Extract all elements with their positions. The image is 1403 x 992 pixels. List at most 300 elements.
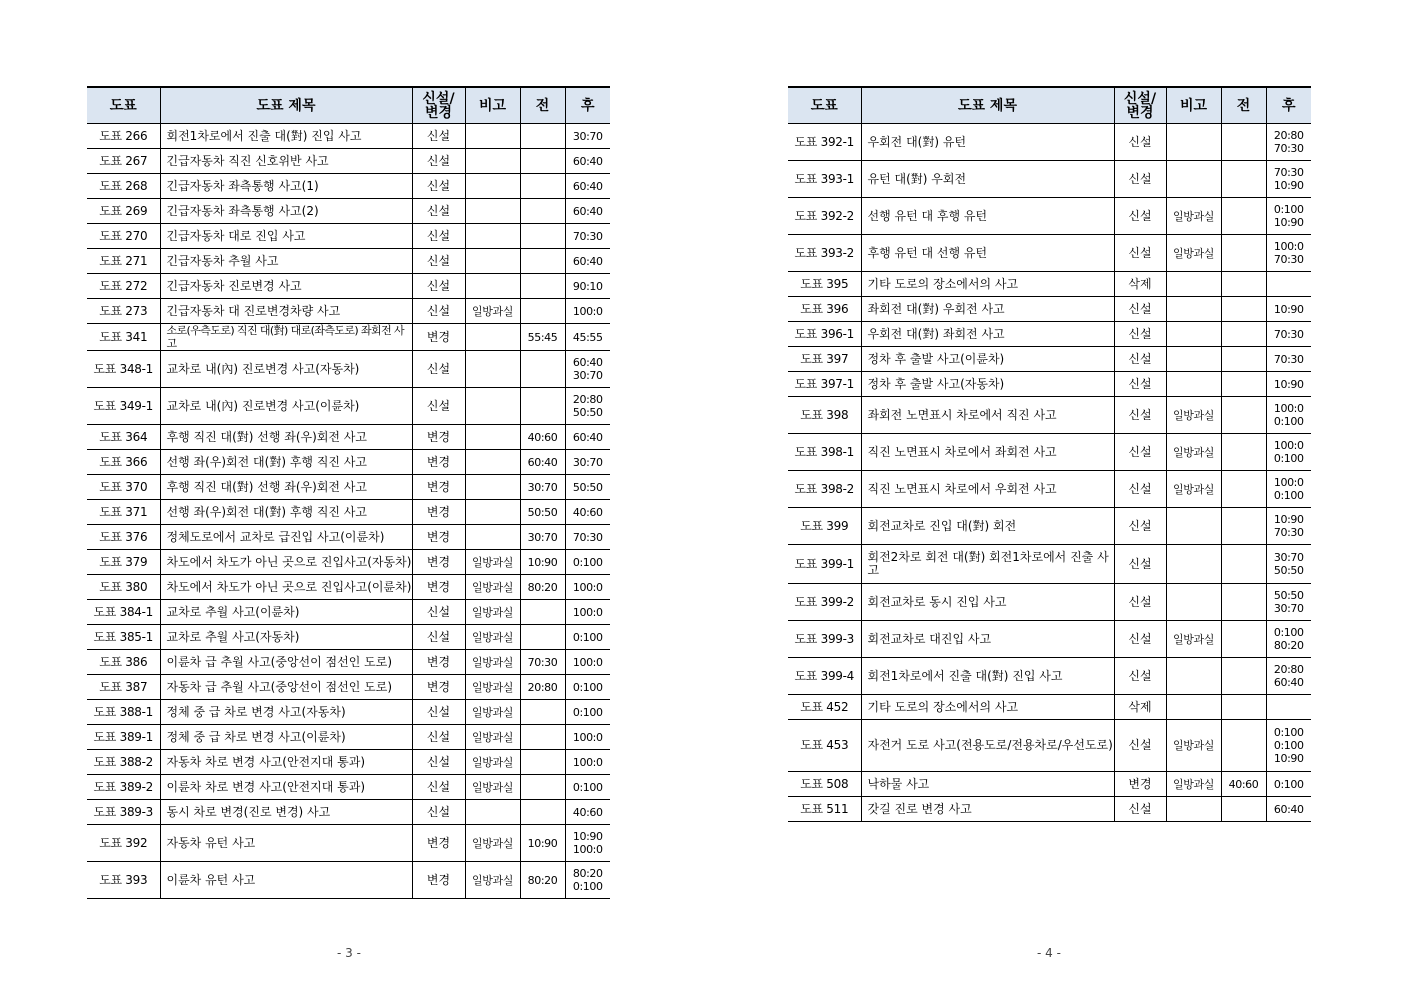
change-type: 변경 xyxy=(412,862,465,899)
change-type: 신설 xyxy=(1114,198,1166,235)
change-type: 신설 xyxy=(412,299,465,324)
ratio-after xyxy=(565,224,610,249)
ratio-after xyxy=(565,425,610,450)
ratio-after xyxy=(565,600,610,625)
chart-title: 후행 직진 대(對) 선행 좌(우)회전 사고 xyxy=(160,475,412,500)
remark: 일방과실 xyxy=(1166,720,1221,772)
ratio-before: 10:90 xyxy=(520,550,565,575)
chart-id: 도표 511 xyxy=(788,797,861,822)
table-row xyxy=(87,600,610,625)
ratio-after xyxy=(565,149,610,174)
chart-title: 정체도로에서 교차로 급진입 사고(이륜차) xyxy=(160,525,412,550)
change-type: 신설 xyxy=(412,388,465,425)
chart-title: 갓길 진로 변경 사고 xyxy=(861,797,1114,822)
header-before: 전 xyxy=(1221,87,1266,124)
chart-title: 긴급자동차 추월 사고 xyxy=(160,249,412,274)
ratio-after-value: 0:100 xyxy=(572,705,603,719)
table-row xyxy=(87,862,610,899)
table-row xyxy=(87,550,610,575)
table-header-row xyxy=(788,87,1311,124)
chart-id: 도표 399-1 xyxy=(788,545,861,584)
remark xyxy=(1166,272,1221,297)
ratio-after-value: 0:100 xyxy=(1273,415,1304,428)
table-row xyxy=(87,575,610,600)
chart-title: 이륜차 유턴 사고 xyxy=(160,862,412,899)
change-type: 삭제 xyxy=(1114,695,1166,720)
chart-id: 도표 452 xyxy=(788,695,861,720)
remark xyxy=(465,525,520,550)
chart-id: 도표 393 xyxy=(87,862,160,899)
table-row xyxy=(87,224,610,249)
ratio-after-value: 60:40 xyxy=(572,204,603,218)
change-type: 신설 xyxy=(412,149,465,174)
chart-title: 정체 중 급 차로 변경 사고(자동차) xyxy=(160,700,412,725)
chart-title: 회전교차로 진입 대(對) 회전 xyxy=(861,508,1114,545)
ratio-before xyxy=(520,174,565,199)
ratio-after-value: 30:70 xyxy=(572,129,603,143)
table-row xyxy=(87,425,610,450)
ratio-before xyxy=(1221,720,1266,772)
ratio-after-value: 70:30 xyxy=(1273,526,1304,539)
ratio-after xyxy=(1266,471,1311,508)
remark: 일방과실 xyxy=(1166,235,1221,272)
chart-title: 이륜차 급 추월 사고(중앙선이 점선인 도로) xyxy=(160,650,412,675)
ratio-after xyxy=(565,174,610,199)
chart-id: 도표 387 xyxy=(87,675,160,700)
chart-title: 회전1차로에서 진출 대(對) 진입 사고 xyxy=(160,124,412,149)
table-row xyxy=(87,675,610,700)
ratio-after-value: 100:0 xyxy=(572,605,603,619)
ratio-after xyxy=(565,750,610,775)
chart-id: 도표 393-1 xyxy=(788,161,861,198)
ratio-before xyxy=(1221,471,1266,508)
ratio-after-value: 20:80 xyxy=(1273,663,1304,676)
remark: 일방과실 xyxy=(465,775,520,800)
ratio-after xyxy=(565,550,610,575)
chart-id: 도표 397-1 xyxy=(788,372,861,397)
chart-title: 선행 유턴 대 후행 유턴 xyxy=(861,198,1114,235)
chart-title: 좌회전 노면표시 차로에서 직진 사고 xyxy=(861,397,1114,434)
remark: 일방과실 xyxy=(465,675,520,700)
remark xyxy=(465,149,520,174)
chart-id: 도표 389-3 xyxy=(87,800,160,825)
chart-title: 우회전 대(對) 좌회전 사고 xyxy=(861,322,1114,347)
chart-title: 회전교차로 대진입 사고 xyxy=(861,621,1114,658)
chart-title: 교차로 추월 사고(이륜차) xyxy=(160,600,412,625)
ratio-after-value: 50:50 xyxy=(572,480,603,494)
ratio-after-value: 100:0 xyxy=(1273,439,1304,452)
header-title: 도표 제목 xyxy=(160,87,412,124)
table-row xyxy=(87,800,610,825)
header-id: 도표 xyxy=(788,87,861,124)
accident-chart-table-right xyxy=(788,86,1311,822)
chart-id: 도표 266 xyxy=(87,124,160,149)
ratio-after xyxy=(1266,347,1311,372)
table-row xyxy=(788,372,1311,397)
change-type: 변경 xyxy=(412,825,465,862)
ratio-after-value: 0:100 xyxy=(572,880,603,893)
table-row xyxy=(87,324,610,351)
ratio-after-value: 60:40 xyxy=(572,154,603,168)
remark: 일방과실 xyxy=(1166,772,1221,797)
chart-id: 도표 398-2 xyxy=(788,471,861,508)
chart-id: 도표 395 xyxy=(788,272,861,297)
chart-id: 도표 389-1 xyxy=(87,725,160,750)
ratio-after xyxy=(565,575,610,600)
chart-title: 긴급자동차 좌측통행 사고(1) xyxy=(160,174,412,199)
page-number-right: - 4 - xyxy=(1037,946,1061,960)
ratio-after xyxy=(565,475,610,500)
chart-title: 회전1차로에서 진출 대(對) 진입 사고 xyxy=(861,658,1114,695)
ratio-after xyxy=(1266,772,1311,797)
ratio-after-value: 60:40 xyxy=(572,254,603,268)
ratio-before xyxy=(520,274,565,299)
change-type: 신설 xyxy=(412,274,465,299)
ratio-after xyxy=(565,299,610,324)
table-row xyxy=(87,775,610,800)
ratio-after xyxy=(565,450,610,475)
table-row xyxy=(788,621,1311,658)
table-row xyxy=(87,299,610,324)
chart-title: 유턴 대(對) 우회전 xyxy=(861,161,1114,198)
ratio-after-value: 70:30 xyxy=(1273,352,1304,366)
ratio-after-value: 60:40 xyxy=(572,430,603,444)
chart-id: 도표 349-1 xyxy=(87,388,160,425)
remark: 일방과실 xyxy=(1166,397,1221,434)
chart-title: 기타 도로의 장소에서의 사고 xyxy=(861,272,1114,297)
chart-title: 차도에서 차도가 아닌 곳으로 진입사고(자동차) xyxy=(160,550,412,575)
ratio-after xyxy=(1266,434,1311,471)
remark: 일방과실 xyxy=(1166,198,1221,235)
change-type: 변경 xyxy=(1114,772,1166,797)
ratio-after-value: 10:90 xyxy=(1273,752,1304,765)
table-row xyxy=(87,650,610,675)
table-row xyxy=(788,397,1311,434)
table-row xyxy=(788,695,1311,720)
ratio-before xyxy=(1221,235,1266,272)
change-type: 신설 xyxy=(412,600,465,625)
ratio-after xyxy=(1266,508,1311,545)
change-type: 신설 xyxy=(1114,471,1166,508)
chart-title: 동시 차로 변경(진로 변경) 사고 xyxy=(160,800,412,825)
table-row xyxy=(87,388,610,425)
chart-id: 도표 371 xyxy=(87,500,160,525)
chart-id: 도표 388-1 xyxy=(87,700,160,725)
ratio-after-value: 10:90 xyxy=(1273,179,1304,192)
remark xyxy=(1166,508,1221,545)
table-row xyxy=(87,249,610,274)
table-row xyxy=(87,149,610,174)
table-row xyxy=(788,124,1311,161)
change-type: 변경 xyxy=(412,450,465,475)
page-number-left: - 3 - xyxy=(337,946,361,960)
remark xyxy=(465,274,520,299)
change-type: 신설 xyxy=(1114,545,1166,584)
remark: 일방과실 xyxy=(1166,434,1221,471)
header-note: 비고 xyxy=(465,87,520,124)
chart-id: 도표 271 xyxy=(87,249,160,274)
table-row xyxy=(87,825,610,862)
change-type: 신설 xyxy=(412,224,465,249)
table-row xyxy=(788,584,1311,621)
chart-id: 도표 348-1 xyxy=(87,351,160,388)
remark xyxy=(1166,584,1221,621)
ratio-before xyxy=(1221,124,1266,161)
chart-id: 도표 366 xyxy=(87,450,160,475)
header-after: 후 xyxy=(565,87,610,124)
ratio-before xyxy=(520,725,565,750)
ratio-before xyxy=(1221,508,1266,545)
ratio-after xyxy=(1266,322,1311,347)
ratio-after-value: 0:100 xyxy=(572,555,603,569)
table-body-left xyxy=(87,124,610,899)
change-type: 신설 xyxy=(1114,797,1166,822)
change-type: 신설 xyxy=(1114,235,1166,272)
ratio-after-value: 20:80 xyxy=(1273,129,1304,142)
ratio-after-value: 0:100 xyxy=(572,780,603,794)
chart-title: 낙하물 사고 xyxy=(861,772,1114,797)
change-type: 삭제 xyxy=(1114,272,1166,297)
ratio-after-value: 100:0 xyxy=(1273,402,1304,415)
change-type: 변경 xyxy=(412,324,465,351)
table-row xyxy=(788,797,1311,822)
remark: 일방과실 xyxy=(1166,621,1221,658)
change-type: 신설 xyxy=(1114,124,1166,161)
ratio-after-value: 0:100 xyxy=(1273,489,1304,502)
table-row xyxy=(788,434,1311,471)
remark xyxy=(1166,545,1221,584)
ratio-after xyxy=(1266,658,1311,695)
remark xyxy=(465,124,520,149)
chart-id: 도표 389-2 xyxy=(87,775,160,800)
table-row xyxy=(788,198,1311,235)
ratio-after xyxy=(565,625,610,650)
ratio-after-value: 0:100 xyxy=(1273,203,1304,216)
chart-id: 도표 396 xyxy=(788,297,861,322)
chart-title: 우회전 대(對) 유턴 xyxy=(861,124,1114,161)
ratio-after-value: 70:30 xyxy=(1273,253,1304,266)
page-right xyxy=(788,86,1311,822)
ratio-after-value: 0:100 xyxy=(1273,739,1304,752)
chart-title: 자동차 차로 변경 사고(안전지대 통과) xyxy=(160,750,412,775)
ratio-before: 30:70 xyxy=(520,525,565,550)
chart-id: 도표 270 xyxy=(87,224,160,249)
ratio-before xyxy=(1221,322,1266,347)
change-type: 신설 xyxy=(1114,372,1166,397)
ratio-before xyxy=(520,800,565,825)
change-type: 신설 xyxy=(1114,584,1166,621)
change-type: 신설 xyxy=(1114,508,1166,545)
chart-id: 도표 384-1 xyxy=(87,600,160,625)
ratio-after-value: 100:0 xyxy=(572,304,603,318)
chart-title: 긴급자동차 직진 신호위반 사고 xyxy=(160,149,412,174)
chart-title: 긴급자동차 대로 진입 사고 xyxy=(160,224,412,249)
ratio-before xyxy=(1221,397,1266,434)
chart-title: 직진 노면표시 차로에서 우회전 사고 xyxy=(861,471,1114,508)
change-type: 변경 xyxy=(412,650,465,675)
change-type: 신설 xyxy=(412,775,465,800)
change-type: 신설 xyxy=(1114,658,1166,695)
remark: 일방과실 xyxy=(465,725,520,750)
ratio-after-value: 0:100 xyxy=(572,680,603,694)
ratio-after xyxy=(565,675,610,700)
remark xyxy=(465,351,520,388)
change-type: 신설 xyxy=(1114,161,1166,198)
chart-id: 도표 392-1 xyxy=(788,124,861,161)
ratio-after xyxy=(565,249,610,274)
ratio-before xyxy=(520,625,565,650)
change-type: 신설 xyxy=(412,625,465,650)
chart-title: 후행 직진 대(對) 선행 좌(우)회전 사고 xyxy=(160,425,412,450)
chart-id: 도표 393-2 xyxy=(788,235,861,272)
table-row xyxy=(788,161,1311,198)
ratio-before: 70:30 xyxy=(520,650,565,675)
remark xyxy=(1166,372,1221,397)
ratio-after xyxy=(1266,235,1311,272)
chart-title: 후행 유턴 대 선행 유턴 xyxy=(861,235,1114,272)
header-id: 도표 xyxy=(87,87,160,124)
chart-title: 자동차 유턴 사고 xyxy=(160,825,412,862)
remark: 일방과실 xyxy=(465,625,520,650)
chart-id: 도표 385-1 xyxy=(87,625,160,650)
ratio-before xyxy=(1221,621,1266,658)
table-row xyxy=(788,347,1311,372)
ratio-before: 55:45 xyxy=(520,324,565,351)
remark xyxy=(465,500,520,525)
ratio-after-value: 60:40 xyxy=(572,356,603,369)
change-type: 신설 xyxy=(1114,397,1166,434)
ratio-after-value: 10:90 xyxy=(572,830,603,843)
ratio-after-value: 50:50 xyxy=(1273,564,1304,577)
ratio-after-value: 0:100 xyxy=(1273,626,1304,639)
ratio-before xyxy=(1221,372,1266,397)
ratio-after xyxy=(1266,297,1311,322)
ratio-after-value: 40:60 xyxy=(572,505,603,519)
table-row xyxy=(788,297,1311,322)
ratio-after xyxy=(565,650,610,675)
remark xyxy=(465,199,520,224)
table-header-row xyxy=(87,87,610,124)
remark: 일방과실 xyxy=(465,550,520,575)
chart-id: 도표 398 xyxy=(788,397,861,434)
chart-id: 도표 453 xyxy=(788,720,861,772)
ratio-after-value: 100:0 xyxy=(572,730,603,744)
chart-title: 회전2차로 회전 대(對) 회전1차로에서 진출 사고 xyxy=(861,545,1114,584)
chart-id: 도표 508 xyxy=(788,772,861,797)
ratio-after-value: 100:0 xyxy=(572,655,603,669)
chart-title: 기타 도로의 장소에서의 사고 xyxy=(861,695,1114,720)
chart-title: 긴급자동차 좌측통행 사고(2) xyxy=(160,199,412,224)
ratio-after-value: 70:30 xyxy=(572,530,603,544)
chart-title: 자전거 도로 사고(전용도로/전용차로/우선도로) xyxy=(861,720,1114,772)
chart-id: 도표 272 xyxy=(87,274,160,299)
remark xyxy=(1166,695,1221,720)
table-row xyxy=(87,725,610,750)
ratio-after xyxy=(565,351,610,388)
ratio-after xyxy=(1266,584,1311,621)
ratio-after-value: 70:30 xyxy=(572,229,603,243)
change-type: 변경 xyxy=(412,675,465,700)
ratio-after-value: 80:20 xyxy=(1273,639,1304,652)
ratio-after-value: 20:80 xyxy=(572,393,603,406)
chart-title: 긴급자동차 진로변경 사고 xyxy=(160,274,412,299)
chart-id: 도표 386 xyxy=(87,650,160,675)
chart-id: 도표 269 xyxy=(87,199,160,224)
ratio-after xyxy=(1266,161,1311,198)
ratio-after-value: 30:70 xyxy=(572,369,603,382)
ratio-before xyxy=(520,750,565,775)
ratio-after xyxy=(565,124,610,149)
change-type: 신설 xyxy=(412,725,465,750)
table-row xyxy=(788,720,1311,772)
chart-title: 회전교차로 동시 진입 사고 xyxy=(861,584,1114,621)
ratio-after-value: 80:20 xyxy=(572,867,603,880)
chart-id: 도표 388-2 xyxy=(87,750,160,775)
ratio-after xyxy=(1266,621,1311,658)
remark: 일방과실 xyxy=(465,700,520,725)
chart-title: 정체 중 급 차로 변경 사고(이륜차) xyxy=(160,725,412,750)
chart-title: 정차 후 출발 사고(이륜차) xyxy=(861,347,1114,372)
chart-title: 교차로 내(內) 진로변경 사고(이륜차) xyxy=(160,388,412,425)
ratio-after-value: 50:50 xyxy=(572,406,603,419)
ratio-after xyxy=(565,862,610,899)
remark xyxy=(465,800,520,825)
change-type: 신설 xyxy=(412,249,465,274)
table-body-right xyxy=(788,124,1311,822)
chart-title: 선행 좌(우)회전 대(對) 후행 직진 사고 xyxy=(160,450,412,475)
ratio-after-value: 100:0 xyxy=(1273,240,1304,253)
ratio-after xyxy=(1266,397,1311,434)
ratio-after-value: 0:100 xyxy=(1273,452,1304,465)
accident-chart-table-left xyxy=(87,86,610,899)
ratio-before: 50:50 xyxy=(520,500,565,525)
header-kind: 신설/ 변경 xyxy=(412,87,465,124)
ratio-after-value: 30:70 xyxy=(1273,551,1304,564)
change-type: 신설 xyxy=(1114,434,1166,471)
ratio-before xyxy=(1221,658,1266,695)
change-type: 신설 xyxy=(412,124,465,149)
chart-id: 도표 267 xyxy=(87,149,160,174)
ratio-after-value: 0:100 xyxy=(1273,726,1304,739)
ratio-after xyxy=(1266,372,1311,397)
ratio-after-value: 10:90 xyxy=(1273,377,1304,391)
ratio-after-value: 10:90 xyxy=(1273,302,1304,316)
ratio-after xyxy=(1266,272,1311,297)
change-type: 신설 xyxy=(1114,720,1166,772)
remark xyxy=(1166,797,1221,822)
ratio-after-value: 10:90 xyxy=(1273,216,1304,229)
change-type: 신설 xyxy=(412,199,465,224)
chart-id: 도표 341 xyxy=(87,324,160,351)
ratio-before xyxy=(1221,545,1266,584)
ratio-before xyxy=(1221,297,1266,322)
change-type: 변경 xyxy=(412,575,465,600)
ratio-after-value: 100:0 xyxy=(572,580,603,594)
change-type: 신설 xyxy=(1114,297,1166,322)
remark: 일방과실 xyxy=(1166,471,1221,508)
ratio-before xyxy=(1221,347,1266,372)
remark xyxy=(1166,124,1221,161)
ratio-before xyxy=(1221,797,1266,822)
chart-id: 도표 364 xyxy=(87,425,160,450)
ratio-before xyxy=(1221,434,1266,471)
remark xyxy=(465,174,520,199)
change-type: 신설 xyxy=(412,174,465,199)
table-row xyxy=(788,658,1311,695)
remark xyxy=(465,450,520,475)
ratio-after-value: 60:40 xyxy=(1273,802,1304,816)
table-row xyxy=(87,174,610,199)
